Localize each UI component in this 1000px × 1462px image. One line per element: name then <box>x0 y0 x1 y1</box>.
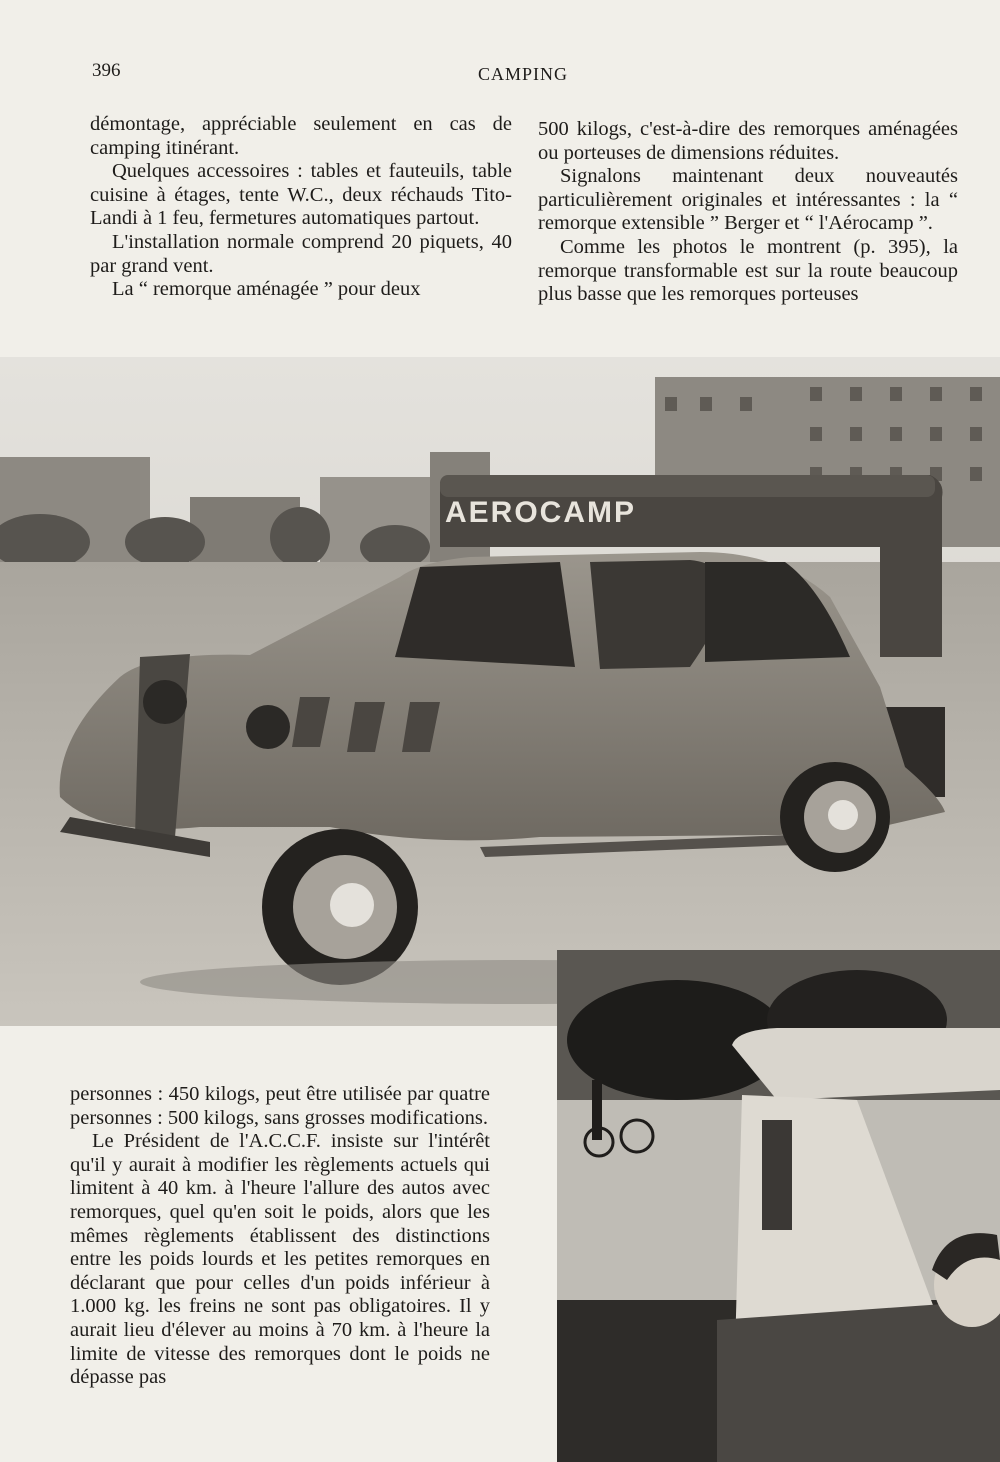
paragraph: Le Président de l'A.C.C.F. insiste sur l'intérêt qu'il y aurait à modifier les règlements actuels qui limitent à 40 km. à l'heure l'allure des autos avec remorques, quel qu'en soit le poids, alors que les mêmes règlements établissent des distinctions entre les poids lourds et les petites remorques en déclarant que pour celles d'un poids inférieur à 1.000 kg. les freins ne sont pas obligatoires. Il y aurait lieu d'élever au moins à 70 km. à l'heure la limite de vitesse des remorques dont le poids ne dépasse pas <box>70 1130 490 1389</box>
paragraph: Quelques accessoires : tables et fauteuils, table cuisine à étages, tente W.C., deux réchauds Tito-Landi à 1 feu, fermetures automatiques partout. <box>90 160 512 230</box>
paragraph: 500 kilogs, c'est-à-dire des remorques aménagées ou porteuses de dimensions réduites. <box>538 118 958 164</box>
photo-aerocamp-detail <box>557 950 1000 1462</box>
page-number: 396 <box>92 60 121 81</box>
paragraph: démontage, appréciable seulement en cas de camping itinérant. <box>90 113 512 159</box>
paragraph: Signalons maintenant deux nouveautés particulièrement originales et intéressantes : la “ remorque extensible ” Berger et “ l'Aérocamp ”. <box>538 165 958 235</box>
text-column-bottom-left <box>70 1083 490 1390</box>
aerocamp-sign: AEROCAMP <box>445 496 637 529</box>
running-title: CAMPING <box>478 64 569 84</box>
paragraph: Comme les photos le montrent (p. 395), la remorque transformable est sur la route beaucoup plus basse que les remorques porteuses <box>538 235 958 306</box>
paragraph: personnes : 450 kilogs, peut être utilisée par quatre personnes : 500 kilogs, sans grosses modifications. <box>70 1083 490 1129</box>
paragraph: La “ remorque aménagée ” pour deux <box>112 278 421 301</box>
photo-car-with-aerocamp <box>0 357 1000 1026</box>
text-column-top-left <box>90 113 512 302</box>
paragraph: L'installation normale comprend 20 piquets, 40 par grand vent. <box>90 230 512 277</box>
text-column-top-right <box>538 118 958 307</box>
